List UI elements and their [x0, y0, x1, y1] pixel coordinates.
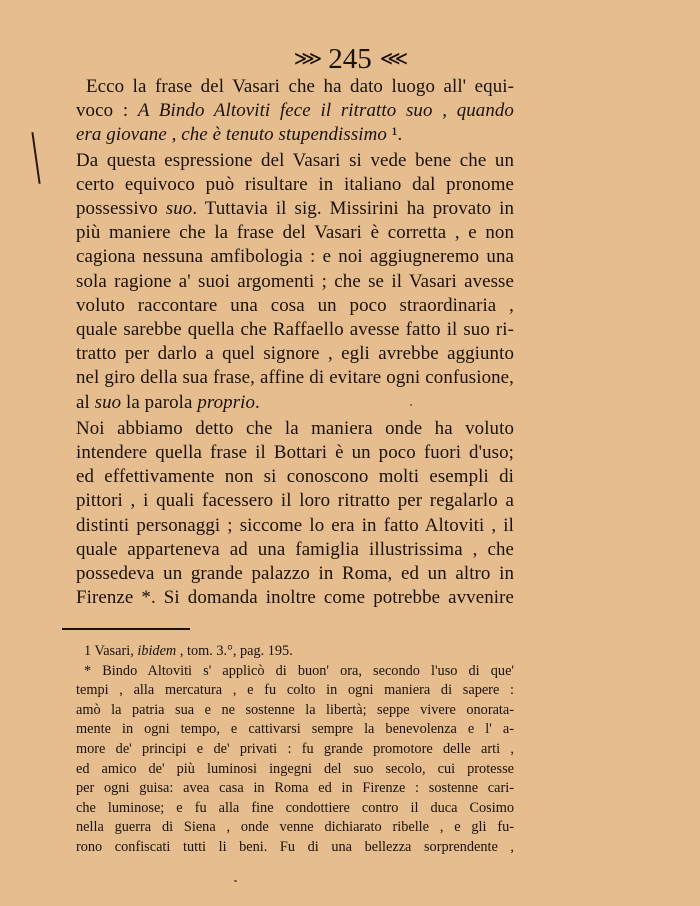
footnote-2-line: nella guerra di Siena , onde venne dichiarato ribelle , e gli fu-: [76, 819, 514, 836]
text-line: pittori , i quali facessero il loro ritratto per regalarlo a: [76, 490, 514, 512]
text-line: certo equivoco può risultare in italiano dal pronome: [76, 173, 514, 195]
footnote-separator: [62, 628, 190, 630]
text-line: Ecco la frase del Vasari che ha dato luogo all' equi-: [86, 76, 514, 97]
text-line: sola ragione a' suoi argomenti ; che se il Vasari avesse: [76, 270, 514, 292]
quotation: era giovane , che è tenuto stupendissimo: [76, 124, 387, 146]
footnote-2-line: more de' principi e de' privati : fu grande promotore delle arti ,: [76, 740, 514, 757]
ornament-right: ⋘: [379, 48, 407, 70]
footnote-2-line: mente in ogni tempo, e cattivarsi sempre la benevolenza e l' a-: [76, 721, 514, 738]
ink-speck: [234, 880, 237, 882]
footnote-2-line: rono confiscati tutti li beni. Fu di una bellezza sorprendente ,: [76, 838, 514, 855]
footnote-2-line: amò la patria sua e ne sostenne la libertà; seppe vivere onorata-: [76, 701, 514, 718]
margin-annotation-mark: [20, 128, 50, 192]
quotation: A Bindo Altoviti fece il ritratto suo , quando: [137, 100, 514, 122]
text-line: intendere quella frase il Bottari è un poco fuori d'uso;: [76, 442, 514, 464]
ornament-left: ⋙: [293, 48, 321, 70]
footnote-2-line: * Bindo Altoviti s' applicò di buon' ora, secondo l'uso di que': [84, 662, 514, 679]
text-line: voluto raccontare una cosa un poco straordinaria ,: [76, 294, 514, 316]
footnote-2-line: per ogni guisa: avea casa in Roma ed in Firenze : sostenne cari-: [76, 780, 514, 797]
text-line: cagiona nessuna amfibologia : e noi aggiugneremo una: [76, 246, 514, 268]
footnote-2-line: tempi , alla mercatura , e fu colto in ogni maniera di sapere :: [76, 682, 514, 699]
page-number: 245: [328, 43, 372, 75]
margin-bracket: [31, 132, 40, 184]
text-line: più maniere che la frase del Vasari è corretta , e non: [76, 222, 514, 244]
footnotes: [76, 642, 514, 858]
ink-speck: [410, 404, 412, 406]
footnote-2-line: che luminose; e fu alla fine condottiere contro il duca Cosimo: [76, 799, 514, 816]
footnote-1: 1 Vasari, ibidem , tom. 3.°, pag. 195.: [84, 643, 293, 659]
text-line: possessivo suo. Tuttavia il sig. Missirini ha provato in: [76, 198, 514, 220]
text-line: al suo la parola proprio.: [76, 391, 260, 413]
text-line: [76, 123, 514, 147]
text-line: Noi abbiamo detto che la maniera onde ha voluto: [76, 417, 514, 439]
text-line: quale sarebbe quella che Raffaello avesse fatto il suo ri-: [76, 319, 514, 341]
page-header: [0, 44, 700, 74]
text-line: Da questa espressione del Vasari si vede bene che un: [76, 149, 514, 171]
footnote-2-line: ed amico de' più luminosi ingegni del suo secolo, cui protesse: [76, 760, 514, 777]
text-line: voco : A Bindo Altoviti fece il ritratto suo , quando: [76, 100, 514, 122]
text-line: possedeva un grande palazzo in Roma, ed un altro in: [76, 563, 514, 585]
main-text: [76, 75, 514, 610]
text-line: Firenze *. Si domanda inoltre come potrebbe avvenire: [76, 587, 514, 609]
text-line: tratto per darlo a quel signore , egli avrebbe aggiunto: [76, 343, 514, 365]
text-line: distinti personaggi ; siccome lo era in fatto Altoviti , il: [76, 514, 514, 536]
footnote-ref: ¹.: [386, 124, 403, 146]
text-line: nel giro della sua frase, affine di evitare ogni confusione,: [76, 367, 514, 389]
text-line: ed effettivamente non si conoscono molti esempli di: [76, 466, 514, 488]
text-line: quale apparteneva ad una famiglia illustrissima , che: [76, 538, 514, 560]
